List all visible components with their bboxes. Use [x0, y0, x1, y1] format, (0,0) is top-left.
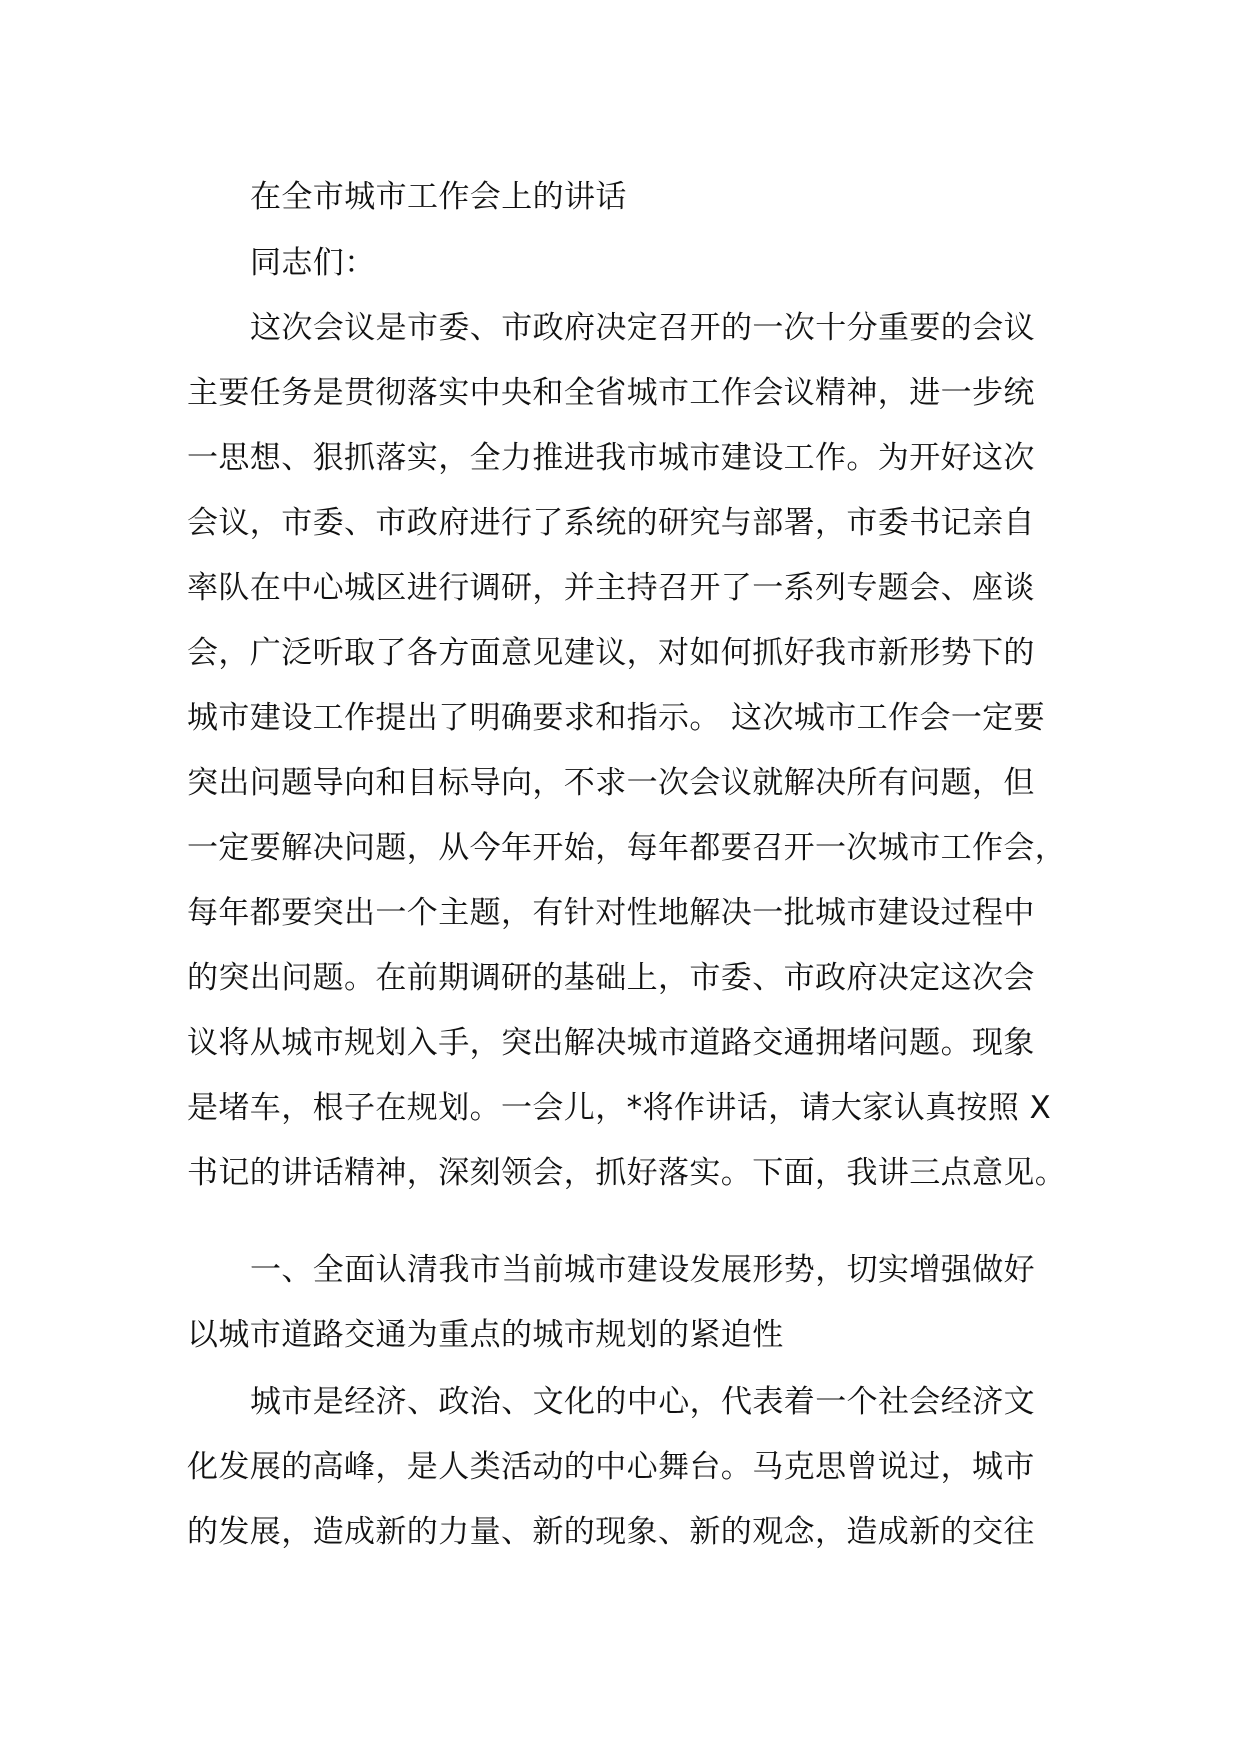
paragraph-line: 城市建设工作提出了明确要求和指示。 这次城市工作会一定要: [187, 700, 1046, 736]
paragraph-line: 城市是经济、政治、文化的中心，代表着一个社会经济文: [250, 1384, 1035, 1420]
salutation-line: 同志们：: [250, 245, 376, 281]
speech-title: [187, 165, 1053, 230]
paragraph-line: 的突出问题。在前期调研的基础上，市委、市政府决定这次会: [187, 960, 1035, 996]
heading-line: 以城市道路交通为重点的城市规划的紧迫性: [187, 1317, 784, 1353]
paragraph-line: 这次会议是市委、市政府决定召开的一次十分重要的会议: [250, 310, 1035, 346]
paragraph-line: 的发展，造成新的力量、新的现象、新的观念，造成新的交往: [187, 1514, 1035, 1550]
opening-paragraph: [187, 296, 1067, 1206]
paragraph-line: 会议，市委、市政府进行了系统的研究与部署，市委书记亲自: [187, 505, 1035, 541]
paragraph-line: 率队在中心城区进行调研，并主持召开了一系列专题会、座谈: [187, 570, 1035, 606]
paragraph-line: 化发展的高峰，是人类活动的中心舞台。马克思曾说过，城市: [187, 1449, 1035, 1485]
paragraph-line: 书记的讲话精神，深刻领会，抓好落实。下面，我讲三点意见。: [187, 1155, 1067, 1191]
heading-line: 一、全面认清我市当前城市建设发展形势，切实增强做好: [250, 1252, 1035, 1288]
salutation: [187, 231, 1053, 296]
title-line: 在全市城市工作会上的讲话: [250, 179, 627, 215]
paragraph-line: 一思想、狠抓落实，全力推进我市城市建设工作。为开好这次: [187, 440, 1035, 476]
section-1-paragraph: [187, 1370, 1053, 1565]
section-heading-1: [187, 1238, 1053, 1368]
paragraph-line: 会，广泛听取了各方面意见建议，对如何抓好我市新形势下的: [187, 635, 1035, 671]
paragraph-line: 主要任务是贯彻落实中央和全省城市工作会议精神，进一步统: [187, 375, 1035, 411]
paragraph-line: 突出问题导向和目标导向，不求一次会议就解决所有问题，但: [187, 765, 1035, 801]
paragraph-line: 是堵车，根子在规划。一会儿，*将作讲话，请大家认真按照 X: [187, 1090, 1052, 1126]
paragraph-line: 议将从城市规划入手，突出解决城市道路交通拥堵问题。现象: [187, 1025, 1035, 1061]
paragraph-line: 一定要解决问题，从今年开始，每年都要召开一次城市工作会，: [187, 830, 1067, 866]
paragraph-line: 每年都要突出一个主题，有针对性地解决一批城市建设过程中: [187, 895, 1035, 931]
